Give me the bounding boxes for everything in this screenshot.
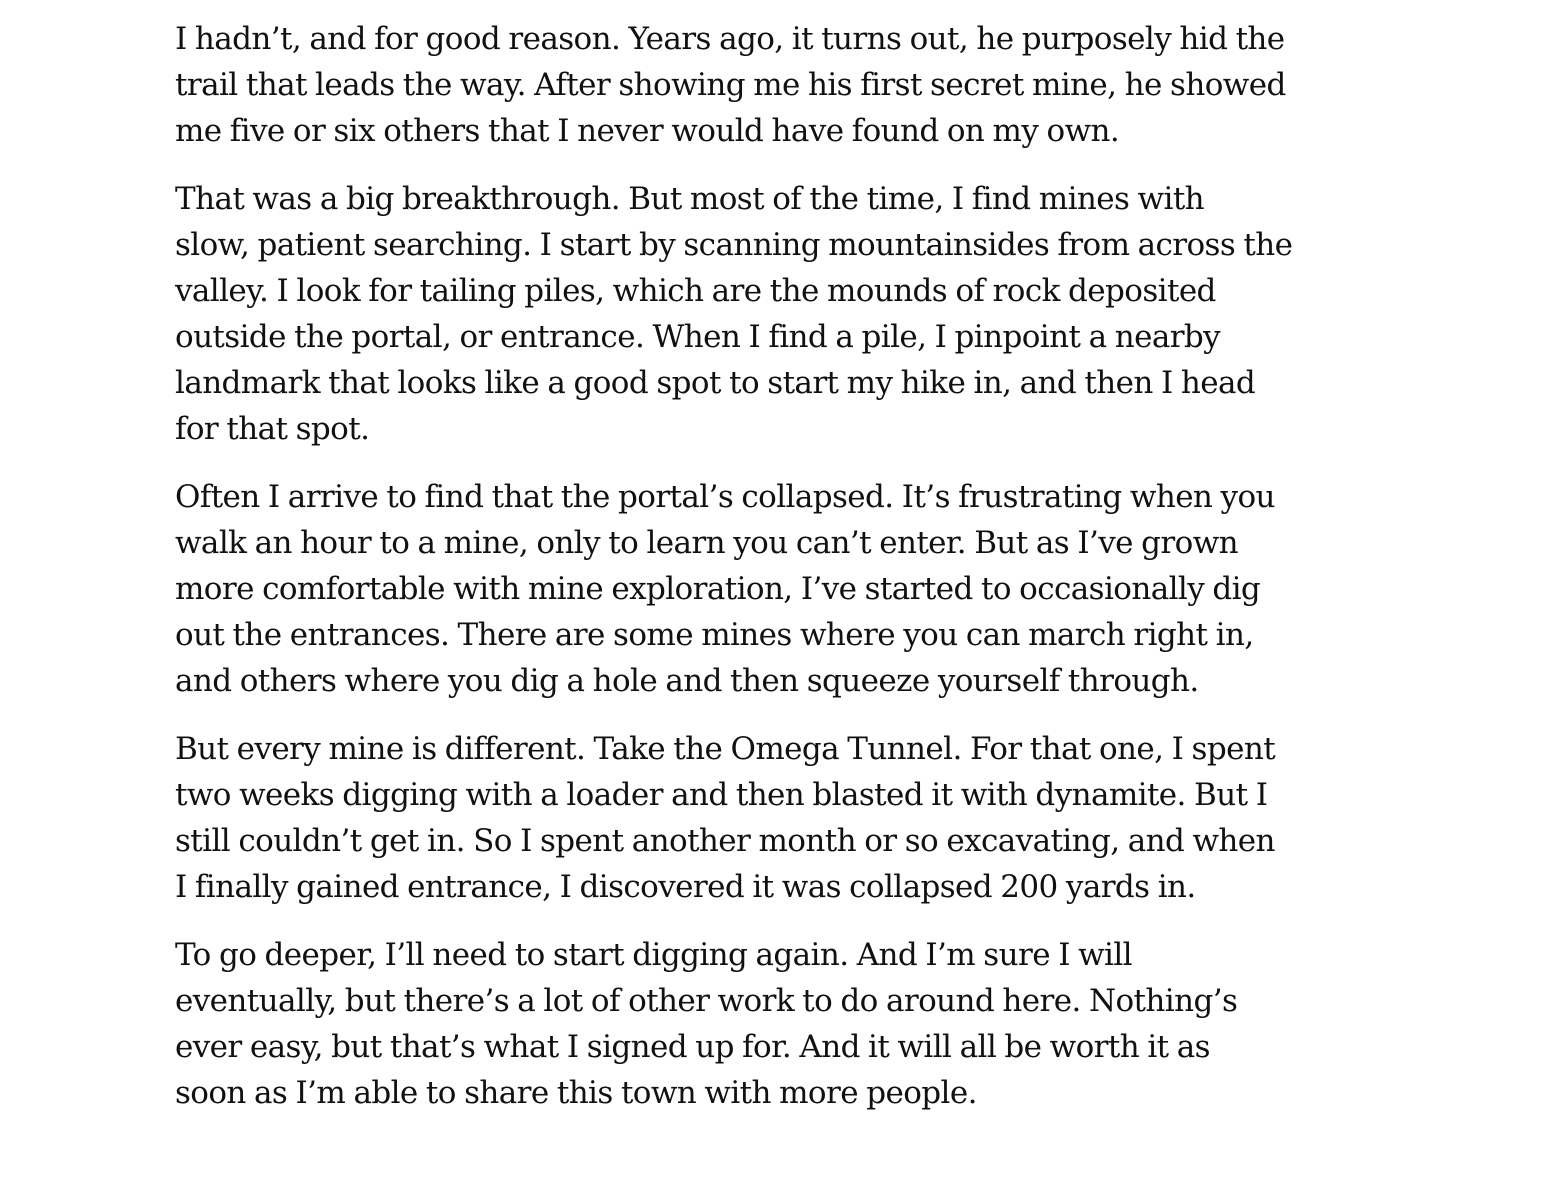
paragraph-line: still couldn’t get in. So I spent another month or so excavating, and when [175,823,1275,859]
article-body [175,16,1360,1138]
paragraph-3 [175,474,1360,704]
paragraph-line: I hadn’t, and for good reason. Years ago, it turns out, he purposely hid the [175,21,1285,57]
paragraph-line: and others where you dig a hole and then squeeze yourself through. [175,663,1199,699]
paragraph-1 [175,16,1360,154]
paragraph-5 [175,932,1360,1116]
paragraph-line: landmark that looks like a good spot to start my hike in, and then I head [175,365,1256,401]
paragraph-line: walk an hour to a mine, only to learn you can’t enter. But as I’ve grown [175,525,1238,561]
paragraph-line: two weeks digging with a loader and then blasted it with dynamite. But I [175,777,1268,813]
paragraph-line: ever easy, but that’s what I signed up for. And it will all be worth it as [175,1029,1210,1065]
paragraph-line: trail that leads the way. After showing me his first secret mine, he showed [175,67,1286,103]
paragraph-line: That was a big breakthrough. But most of the time, I find mines with [175,181,1205,217]
paragraph-line: But every mine is different. Take the Omega Tunnel. For that one, I spent [175,731,1276,767]
paragraph-2 [175,176,1360,452]
paragraph-line: for that spot. [175,411,370,447]
paragraph-line: Often I arrive to find that the portal’s collapsed. It’s frustrating when you [175,479,1275,515]
paragraph-line: valley. I look for tailing piles, which are the mounds of rock deposited [175,273,1216,309]
paragraph-line: I finally gained entrance, I discovered it was collapsed 200 yards in. [175,869,1196,905]
paragraph-line: soon as I’m able to share this town with more people. [175,1075,977,1111]
paragraph-line: eventually, but there’s a lot of other work to do around here. Nothing’s [175,983,1238,1019]
paragraph-line: slow, patient searching. I start by scanning mountainsides from across the [175,227,1293,263]
paragraph-line: more comfortable with mine exploration, I’ve started to occasionally dig [175,571,1261,607]
paragraph-4 [175,726,1360,910]
paragraph-line: me five or six others that I never would have found on my own. [175,113,1120,149]
paragraph-line: To go deeper, I’ll need to start digging again. And I’m sure I will [175,937,1132,973]
paragraph-line: outside the portal, or entrance. When I find a pile, I pinpoint a nearby [175,319,1221,355]
paragraph-line: out the entrances. There are some mines where you can march right in, [175,617,1254,653]
